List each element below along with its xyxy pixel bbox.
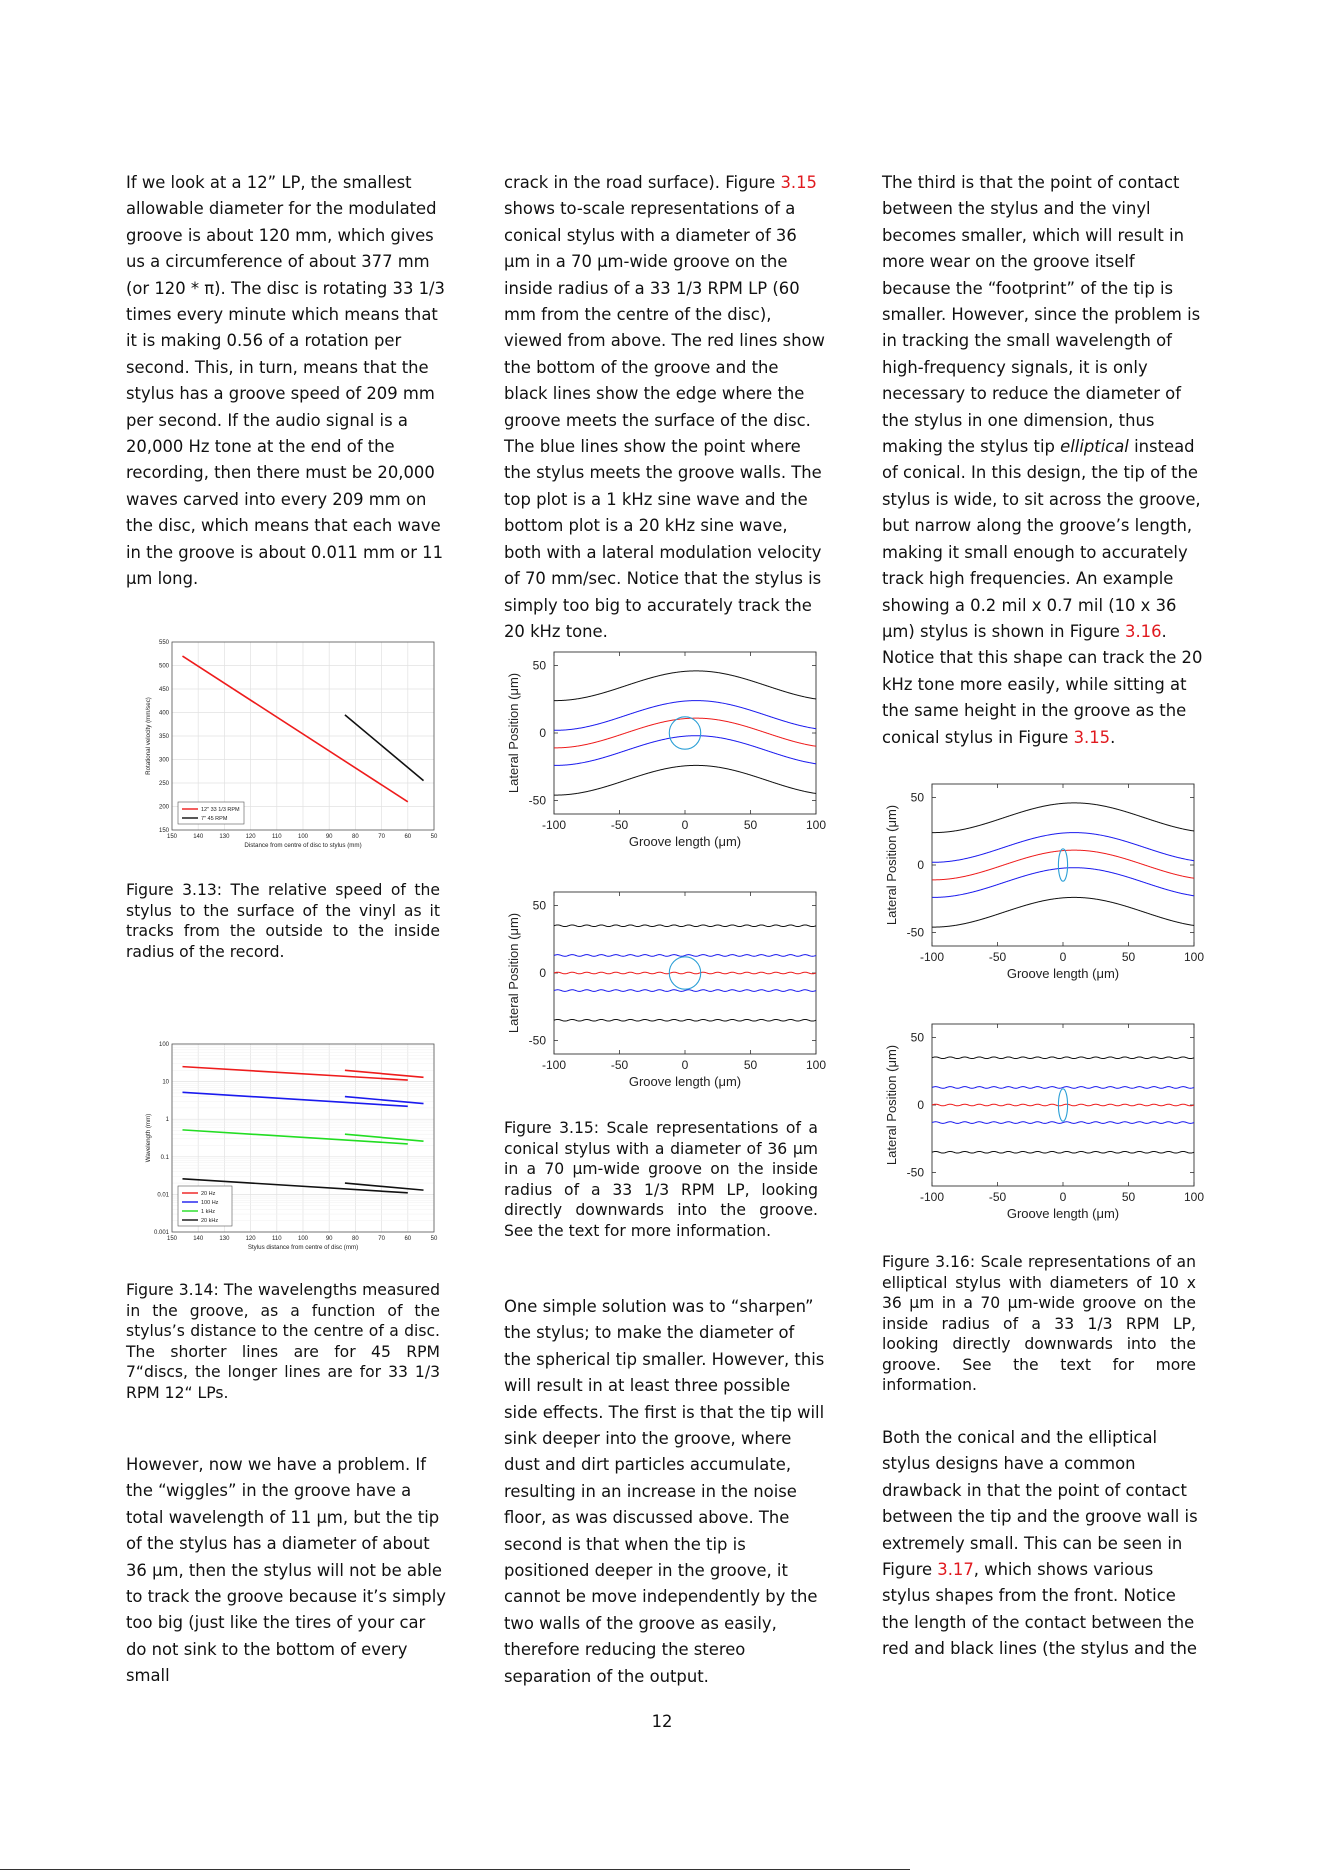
- x-tick-label: -100: [919, 950, 945, 964]
- x-tick-label: 60: [404, 1236, 412, 1242]
- x-tick-label: 50: [743, 1058, 758, 1072]
- x-tick-label: -50: [610, 818, 629, 832]
- x-tick-label: 120: [245, 1236, 256, 1242]
- legend-label: 7" 45 RPM: [201, 816, 228, 822]
- figure-3-13: [126, 630, 446, 860]
- x-axis-label: Groove length (μm): [1006, 1206, 1120, 1221]
- y-tick-label: 0: [539, 726, 546, 740]
- figure-3-16-top-chart: [882, 780, 1205, 992]
- figure-3-14-chart: [126, 1032, 446, 1262]
- legend-label: 100 Hz: [201, 1200, 219, 1206]
- x-tick-label: 70: [378, 1236, 385, 1242]
- x-tick-label: 0: [1059, 1190, 1067, 1204]
- legend-label: 20 Hz: [201, 1191, 216, 1197]
- x-tick-label: 100: [297, 1236, 309, 1242]
- y-tick-label: 10: [162, 1079, 169, 1086]
- page-number: 12: [651, 1712, 673, 1731]
- x-tick-label: 50: [430, 834, 438, 840]
- figure-3-16-bottom: [882, 1020, 1205, 1232]
- text-run: crack in the road surface). Figure: [504, 173, 781, 192]
- y-tick-label: 100: [158, 1042, 169, 1048]
- y-tick-label: -50: [528, 793, 546, 808]
- x-tick-label: -50: [610, 1058, 629, 1072]
- y-tick-label: 550: [158, 640, 169, 646]
- x-tick-label: -100: [919, 1190, 945, 1204]
- y-tick-label: 250: [158, 781, 169, 787]
- x-tick-label: -50: [988, 950, 1007, 964]
- column-3-continued: [882, 1425, 1204, 1663]
- x-tick-label: 60: [404, 834, 412, 840]
- x-tick-label: 110: [272, 1236, 282, 1242]
- x-tick-label: 50: [1121, 1190, 1136, 1204]
- column-1: [126, 170, 446, 593]
- figure-3-14: [126, 1032, 446, 1262]
- y-tick-label: 450: [158, 687, 169, 693]
- x-tick-label: 140: [193, 1236, 204, 1242]
- y-tick-label: -50: [528, 1033, 546, 1048]
- figure-3-13-caption: Figure 3.13: The relative speed of the stylus to the surface of the vinyl as it tracks from the outside to the inside radius of the record.: [126, 881, 440, 961]
- x-tick-label: 100: [297, 834, 309, 840]
- x-axis-label: Distance from centre of disc to stylus (mm): [244, 842, 362, 849]
- y-tick-label: 50: [532, 658, 546, 673]
- x-axis-label: Stylus distance from centre of disc (mm): [247, 1244, 359, 1251]
- x-tick-label: 0: [681, 1058, 689, 1072]
- paragraph: [882, 170, 1204, 751]
- y-axis-label: Lateral Position (μm): [506, 912, 521, 1034]
- x-tick-label: 140: [193, 834, 204, 840]
- x-tick-label: 50: [1121, 950, 1136, 964]
- y-tick-label: 400: [158, 710, 169, 717]
- paragraph: However, now we have a problem. If the “wiggles” in the groove have a total wavelength of 11 μm, but the tip of the stylus has a diameter of about 36 μm, then the stylus will not be able to track the groove because it’s simply too big (just like the tires of your car do not sink to the bottom of every small: [126, 1455, 446, 1686]
- y-tick-label: 0: [539, 966, 546, 980]
- x-tick-label: 100: [1183, 950, 1205, 964]
- x-tick-label: 90: [325, 1236, 333, 1242]
- x-tick-label: 100: [805, 1058, 827, 1072]
- y-tick-label: 350: [158, 734, 169, 740]
- legend-label: 20 kHz: [201, 1218, 219, 1224]
- x-tick-label: -50: [988, 1190, 1007, 1204]
- y-axis-label: Wavelength (mm): [145, 1113, 152, 1163]
- text-run: .: [1110, 727, 1116, 747]
- figure-3-14-caption: Figure 3.14: The wavelengths measured in the groove, as a function of the stylus’s distance to the centre of a disc. The shorter lines are for 45 RPM 7“discs, the longer lines are for 33 1/3 RPM 12“ LPs.: [126, 1281, 440, 1402]
- x-tick-label: 70: [378, 834, 385, 840]
- footer-rule: [0, 1869, 910, 1870]
- x-tick-label: 0: [681, 818, 689, 832]
- text-run: . Notice that this shape can track the 20 kHz tone more easily, while sitting at the same height in the groove as the conical stylus in Figure: [882, 621, 1203, 747]
- figure-3-16-caption: Figure 3.16: Scale representations of an elliptical stylus with diameters of 10 x 36 μm in a 70 μm-wide groove on the inside radius of a 33 1/3 RPM LP, looking directly downwards into the groove. See the text for more information.: [882, 1253, 1196, 1394]
- y-tick-label: 1: [165, 1117, 169, 1124]
- figure-3-15-top: [504, 648, 827, 860]
- x-axis-label: Groove length (μm): [1006, 966, 1120, 981]
- column-2-continued: [504, 1294, 826, 1690]
- column-3: [882, 170, 1204, 751]
- text-run: , which shows various stylus shapes from the front. Notice the length of the contact between the red and black lines (the stylus and the: [882, 1560, 1197, 1659]
- y-tick-label: 500: [158, 663, 169, 670]
- x-tick-label: 130: [219, 834, 230, 840]
- y-axis-label: Lateral Position (μm): [506, 672, 521, 794]
- y-axis-label: Rotational velocity (mm/sec): [145, 697, 152, 775]
- y-tick-label: 0.001: [153, 1230, 169, 1236]
- x-tick-label: 80: [352, 1236, 359, 1242]
- legend-label: 1 kHz: [201, 1209, 216, 1215]
- x-tick-label: 110: [272, 834, 282, 840]
- y-tick-label: 300: [158, 757, 169, 764]
- x-tick-label: 150: [166, 834, 178, 840]
- x-tick-label: 50: [430, 1236, 438, 1242]
- x-tick-label: 100: [805, 818, 827, 832]
- y-axis-label: Lateral Position (μm): [884, 804, 899, 926]
- y-tick-label: 50: [532, 898, 546, 913]
- x-tick-label: -100: [541, 1058, 567, 1072]
- y-tick-label: 0: [917, 858, 924, 872]
- x-axis-label: Groove length (μm): [628, 834, 742, 849]
- y-tick-label: -50: [906, 925, 924, 940]
- y-tick-label: 200: [158, 804, 169, 811]
- y-tick-label: 0.01: [157, 1192, 169, 1199]
- legend-label: 12" 33 1/3 RPM: [201, 807, 240, 813]
- figure-3-15-bottom: [504, 888, 827, 1100]
- figure-3-16-top: [882, 780, 1205, 992]
- y-tick-label: 50: [910, 1030, 924, 1045]
- text-run: instead of conical. In this design, the tip of the stylus is wide, to sit across the groove, but narrow along the groove’s length, making it small enough to accurately track high frequencies. An example showing a 0.2 mil x 0.7 mil (10 x 36 μm) stylus is shown in Figure: [882, 437, 1201, 641]
- y-tick-label: 0.1: [160, 1154, 169, 1161]
- x-tick-label: 100: [1183, 1190, 1205, 1204]
- figure-ref-link[interactable]: 3.15: [780, 173, 817, 192]
- figure-ref-link[interactable]: 3.17: [937, 1560, 974, 1580]
- x-tick-label: 150: [166, 1236, 178, 1242]
- x-tick-label: 120: [245, 834, 256, 840]
- figure-ref-link[interactable]: 3.16: [1125, 621, 1162, 641]
- text-run: shows to-scale representations of a conical stylus with a diameter of 36 μm in a 70 μm-wide groove on the inside radius of a 33 1/3 RPM LP (60 mm from the centre of the disc), viewed from above. The red lines show the bottom of the groove and the black lines show the edge where the groove meets the surface of the disc. The blue lines show the point where the stylus meets the groove walls. The top plot is a 1 kHz sine wave and the bottom plot is a 20 kHz sine wave, both with a lateral modulation velocity of 70 mm/sec. Notice that the stylus is simply too big to accurately track the 20 kHz tone.: [504, 199, 825, 641]
- x-axis-label: Groove length (μm): [628, 1074, 742, 1089]
- x-tick-label: -100: [541, 818, 567, 832]
- x-tick-label: 50: [743, 818, 758, 832]
- paragraph: [882, 1425, 1204, 1663]
- y-tick-label: -50: [906, 1165, 924, 1180]
- x-tick-label: 130: [219, 1236, 230, 1242]
- y-tick-label: 50: [910, 790, 924, 805]
- paragraph: If we look at a 12” LP, the smallest allowable diameter for the modulated groove is about 120 mm, which gives us a circumference of about 377 mm (or 120 * π). The disc is rotating 33 1/3 times every minute which means that it is making 0.56 of a rotation per second. This, in turn, means that the stylus has a groove speed of 209 mm per second. If the audio signal is a 20,000 Hz tone at the end of the recording, then there must be 20,000 waves carved into every 209 mm on the disc, which means that each wave in the groove is about 0.011 mm or 11 μm long.: [126, 173, 445, 589]
- x-tick-label: 0: [1059, 950, 1067, 964]
- column-2: [504, 170, 826, 645]
- figure-3-13-chart: [126, 630, 446, 860]
- figure-3-15-top-chart: [504, 648, 827, 860]
- x-tick-label: 90: [325, 834, 333, 840]
- paragraph: [504, 170, 826, 645]
- figure-3-15-bottom-chart: [504, 888, 827, 1100]
- figure-3-15-caption: Figure 3.15: Scale representations of a conical stylus with a diameter of 36 μm in a 70 μm-wide groove on the inside radius of a 33 1/3 RPM LP, looking directly downwards into the groove. See the text for more information.: [504, 1119, 818, 1240]
- emphasis: elliptical: [1060, 437, 1129, 457]
- column-1-continued: [126, 1452, 446, 1690]
- y-tick-label: 150: [158, 828, 169, 834]
- text-run: The third is that the point of contact between the stylus and the vinyl becomes smaller, which will result in more wear on the groove itself because the “footprint” of the tip is smaller. However, since the problem is in tracking the small wavelength of high-frequency signals, it is only necessary to reduce the diameter of the stylus in one dimension, thus making the stylus tip: [882, 173, 1201, 457]
- y-axis-label: Lateral Position (μm): [884, 1044, 899, 1166]
- paragraph: One simple solution was to “sharpen” the stylus; to make the diameter of the spherical tip smaller. However, this will result in at least three possible side effects. The first is that the tip will sink deeper into the groove, where dust and dirt particles accumulate, resulting in an increase in the noise floor, as was discussed above. The second is that when the tip is positioned deeper in the groove, it cannot be move independently by the two walls of the groove as easily, therefore reducing the stereo separation of the output.: [504, 1297, 825, 1686]
- y-tick-label: 0: [917, 1098, 924, 1112]
- figure-3-16-bottom-chart: [882, 1020, 1205, 1232]
- figure-ref-link[interactable]: 3.15: [1073, 727, 1111, 747]
- x-tick-label: 80: [352, 834, 359, 840]
- text-run: Both the conical and the elliptical stylus designs have a common drawback in that the point of contact between the tip and the groove wall is extremely small. This can be seen in Figure: [882, 1428, 1198, 1580]
